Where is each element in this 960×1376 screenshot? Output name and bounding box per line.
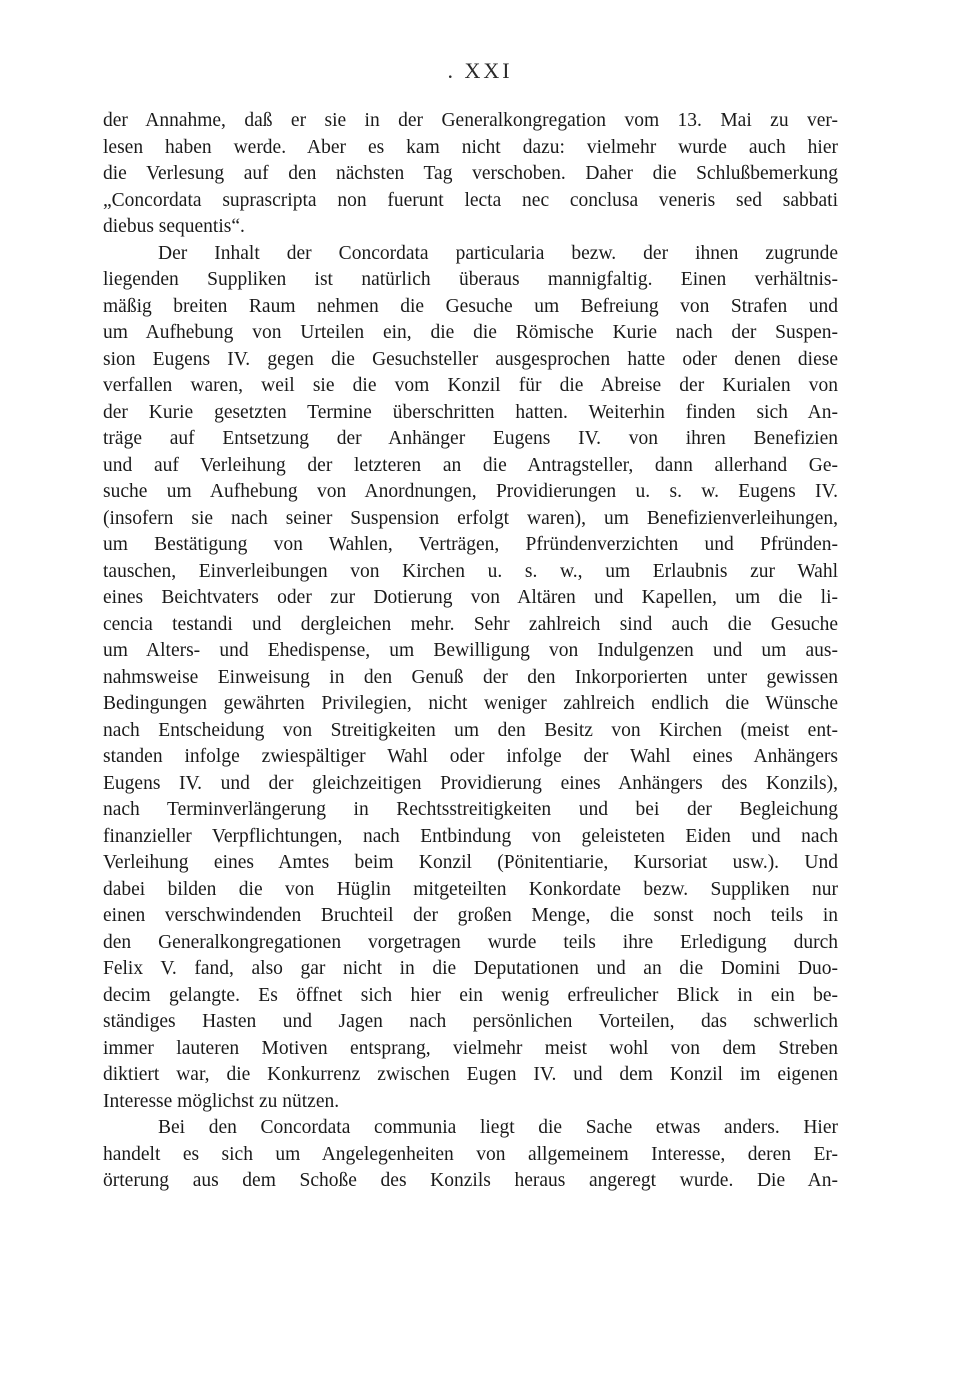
text-line: den Generalkongregationen vorgetragen wurde teils ihre Erledigung durch xyxy=(103,931,838,953)
text-line: nahmsweise Einweisung in den Genuß der den Inkorporierten unter gewissen xyxy=(103,666,838,688)
text-line: „Concordata suprascripta non fuerunt lecta nec conclusa veneris sed sabbati xyxy=(103,189,838,211)
text-line: lesen haben werde. Aber es kam nicht dazu: vielmehr wurde auch hier xyxy=(103,136,838,158)
text-line: eines Beichtvaters oder zur Dotierung von Altären und Kapellen, um die li- xyxy=(103,587,838,608)
text-line: diebus sequentis“. xyxy=(103,216,245,237)
text-line: cencia testandi und dergleichen mehr. Sehr zahlreich sind auch die Gesuche xyxy=(103,613,838,635)
text-line: die Verlesung auf den nächsten Tag verschoben. Daher die Schlußbemerkung xyxy=(103,163,838,184)
body-text xyxy=(103,108,838,1195)
text-line: der Kurie gesetzten Termine überschritten hatten. Weiterhin finden sich An- xyxy=(103,401,838,423)
text-line: um Aufhebung von Urteilen ein, die die Römische Kurie nach der Suspen- xyxy=(103,322,838,343)
text-line: dabei bilden die von Hüglin mitgeteilten Konkordate bezw. Suppliken nur xyxy=(103,878,838,900)
text-line: verfallen waren, weil sie die vom Konzil für die Abreise der Kurialen von xyxy=(103,375,838,396)
text-line: (insofern sie nach seiner Suspension erfolgt waren), um Benefizienverleihungen, xyxy=(103,507,838,529)
text-line: Der Inhalt der Concordata particularia bezw. der ihnen zugrunde xyxy=(158,242,838,264)
text-line: handelt es sich um Angelegenheiten von allgemeinem Interesse, deren Er- xyxy=(103,1143,838,1165)
text-line: diktiert war, die Konkurrenz zwischen Eugen IV. und dem Konzil im eigenen xyxy=(103,1064,838,1085)
text-line: ständiges Hasten und Jagen nach persönlichen Vorteilen, das schwerlich xyxy=(103,1011,838,1032)
text-line: Bei den Concordata communia liegt die Sache etwas anders. Hier xyxy=(158,1117,838,1138)
text-line: decim gelangte. Es öffnet sich hier ein wenig erfreulicher Blick in ein be- xyxy=(103,984,838,1006)
text-line: nach Terminverlängerung in Rechtsstreitigkeiten und bei der Begleichung xyxy=(103,799,838,820)
text-line: Interesse möglichst zu nützen. xyxy=(103,1090,340,1112)
text-line: und auf Verleihung der letzteren an die Antragsteller, dann allerhand Ge- xyxy=(103,454,838,476)
text-line: örterung aus dem Schoße des Konzils heraus angeregt wurde. Die An- xyxy=(103,1170,838,1191)
text-line: um Bestätigung von Wahlen, Verträgen, Pfründenverzichten und Pfründen- xyxy=(103,534,838,555)
text-line: Felix V. fand, also gar nicht in die Deputationen und an die Domini Duo- xyxy=(103,958,838,979)
page-number: . XXI xyxy=(447,58,513,83)
text-line: finanzieller Verpflichtungen, nach Entbindung von geleisteten Eiden und nach xyxy=(103,825,838,847)
text-line: Bedingungen gewährten Privilegien, nicht weniger zahlreich endlich die Wünsche xyxy=(103,693,838,714)
text-line: einen verschwindenden Bruchteil der großen Menge, die sonst noch teils in xyxy=(103,905,838,926)
text-line: Eugens IV. und der gleichzeitigen Providierung eines Anhängers des Konzils), xyxy=(103,772,838,794)
text-line: der Annahme, daß er sie in der Generalkongregation vom 13. Mai zu ver- xyxy=(103,110,838,131)
text-line: sion Eugens IV. gegen die Gesuchsteller ausgesprochen hatte oder denen diese xyxy=(103,348,838,370)
text-line: mäßig breiten Raum nehmen die Gesuche um Befreiung von Strafen und xyxy=(103,295,838,317)
text-line: Verleihung eines Amtes beim Konzil (Pönitentiarie, Kursoriat usw.). Und xyxy=(103,852,838,873)
text-line: nach Entscheidung von Streitigkeiten um den Besitz von Kirchen (meist ent- xyxy=(103,719,838,741)
text-line: standen infolge zwiespältiger Wahl oder infolge der Wahl eines Anhängers xyxy=(103,746,838,767)
text-line: tauschen, Einverleibungen von Kirchen u. s. w., um Erlaubnis zur Wahl xyxy=(103,560,838,582)
text-line: immer lauteren Motiven entsprang, vielmehr meist wohl von dem Streben xyxy=(103,1037,838,1059)
text-line: träge auf Entsetzung der Anhänger Eugens IV. von ihren Benefizien xyxy=(103,428,838,449)
text-line: um Alters- und Ehedispense, um Bewilligung von Indulgenzen und um aus- xyxy=(103,640,838,661)
text-line: suche um Aufhebung von Anordnungen, Providierungen u. s. w. Eugens IV. xyxy=(103,481,838,502)
text-line: liegenden Suppliken ist natürlich überaus mannigfaltig. Einen verhältnis- xyxy=(103,269,838,290)
